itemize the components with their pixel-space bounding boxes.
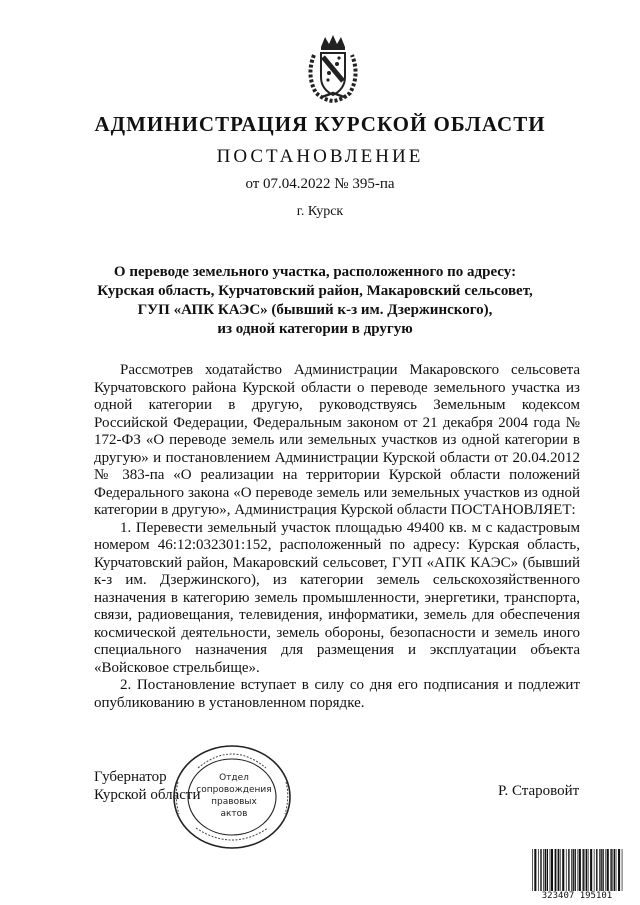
barcode-bar: [594, 849, 595, 891]
barcode-bar: [575, 849, 576, 891]
barcode-bar: [543, 849, 544, 891]
barcode-bar: [550, 849, 551, 891]
barcode-bar: [558, 849, 559, 891]
title-line: из одной категории в другую: [217, 321, 413, 337]
document-barcode: [531, 849, 623, 901]
document-date-number: от 07.04.2022 № 395-па: [245, 176, 395, 192]
barcode-bar: [545, 849, 546, 891]
barcode-bar: [540, 849, 541, 891]
barcode-bar: [614, 849, 615, 891]
resolution-item-2: 2. Постановление вступает в силу со дня его подписания и подлежит опубликованию в установленном порядке.: [94, 677, 580, 711]
barcode-bar: [532, 849, 533, 891]
resolution-item-1: 1. Перевести земельный участок площадью 49400 кв. м с кадастровым номером 46:12:032301:152, расположенный по адресу: Курская область, Курчатовский район, Макаровский сельсовет, ГУП «АПК КАЭС» (бывший к-з им. Дзержинского), из категории земель сельскохозяйственного назначения в категорию земель промышленности, энергетики, транспорта, связи, радиовещания, телевидения, информатики, земель для обеспечения космической деятельности, земель обороны, безопасности и земель иного специального назначения для размещения и эксплуатации объекта «Войсковое стрельбище».: [94, 519, 580, 676]
barcode-bar: [607, 849, 609, 891]
preamble-paragraph: Рассмотрев ходатайство Администрации Макаровского сельсовета Курчатовского района Курской области о переводе земельного участка из одной категории в другую, руководствуясь Земельным кодексом Российской Федерации, Федеральным законом от 21 декабря 2004 года № 172-ФЗ «О переводе земель или земельных участков из одной категории в другую» и постановлением Администрации Курской области от 20.04.2012 № 383-па «О реализации на территории Курской области положений Федерального закона «О переводе земель или земельных участков из одной категории в другую», Администрация Курской области ПОСТАНОВЛЯЕТ:: [94, 362, 580, 518]
barcode-bar: [579, 849, 581, 891]
document-title: [80, 263, 550, 339]
barcode-bar: [622, 849, 623, 891]
barcode-bar: [534, 849, 536, 891]
official-stamp: [170, 742, 294, 852]
barcode-bar: [560, 849, 561, 891]
barcode-bar: [551, 849, 553, 891]
barcode-bar: [602, 849, 603, 891]
stamp-line: сопровождения: [196, 785, 272, 795]
signatory-position-line: Курской области: [94, 787, 201, 803]
barcode-bar: [616, 849, 617, 891]
title-line: ГУП «АПК КАЭС» (бывший к-з им. Дзержинского),: [137, 302, 493, 318]
barcode-bar: [566, 849, 567, 891]
barcode-bar: [583, 849, 584, 891]
barcode-bar: [605, 849, 606, 891]
signatory-name: Р. Старовойт: [498, 783, 580, 799]
barcode-bar: [538, 849, 539, 891]
document-city: г. Курск: [296, 204, 344, 219]
stamp-line: правовых: [211, 797, 257, 807]
barcode-bar: [578, 849, 579, 891]
barcode-bar: [612, 849, 613, 891]
barcode-bar: [596, 849, 597, 891]
barcode-bar: [590, 849, 592, 891]
stamp-line: актов: [220, 809, 248, 819]
barcode-bar: [547, 849, 548, 891]
document-type: ПОСТАНОВЛЕНИЕ: [216, 146, 424, 167]
barcode-bar: [618, 849, 620, 891]
barcode-bar: [573, 849, 574, 891]
barcode-bar: [600, 849, 601, 891]
document-body: [94, 362, 580, 712]
barcode-bar: [588, 849, 589, 891]
title-line: Курская область, Курчатовский район, Макаровский сельсовет,: [97, 283, 533, 299]
barcode-bar: [610, 849, 611, 891]
barcode-bar: [571, 849, 572, 891]
barcode-bar: [557, 849, 558, 891]
barcode-bar: [568, 849, 569, 891]
organization-heading: АДМИНИСТРАЦИЯ КУРСКОЙ ОБЛАСТИ: [94, 112, 546, 136]
barcode-bars: [531, 849, 623, 891]
barcode-bar: [555, 849, 556, 891]
barcode-bar: [599, 849, 600, 891]
stamp-line: Отдел: [219, 773, 249, 783]
coat-of-arms-emblem: [302, 33, 364, 103]
barcode-bar: [562, 849, 564, 891]
title-line: О переводе земельного участка, расположенного по адресу:: [113, 264, 517, 280]
barcode-bar: [586, 849, 587, 891]
barcode-number: 323407 195101: [541, 891, 613, 901]
barcode-bar: [585, 849, 586, 891]
signatory-position-line: Губернатор: [94, 769, 167, 785]
